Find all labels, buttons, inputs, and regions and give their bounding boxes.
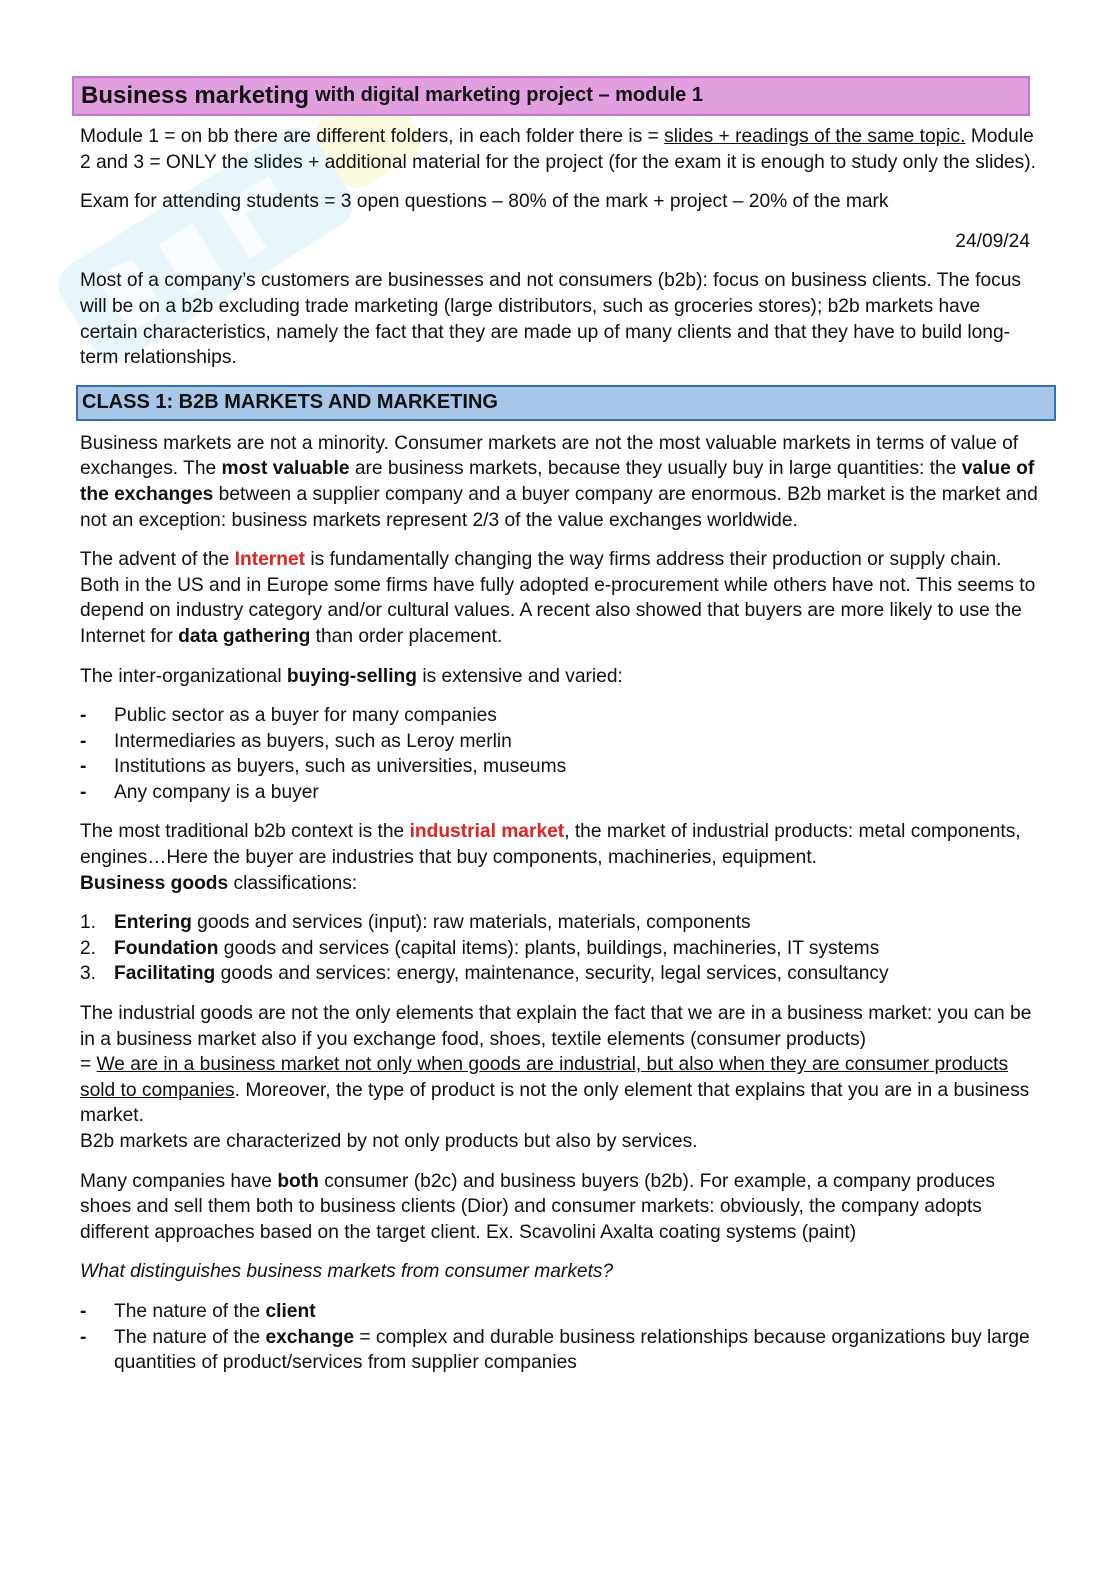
intro-exam-paragraph: Exam for attending students = 3 open questions – 80% of the mark + project – 20% of the mark <box>80 191 889 213</box>
list-item: - Intermediaries as buyers, such as Leroy merlin <box>80 730 512 752</box>
list-item: 3. Facilitating goods and services: energy, maintenance, security, legal services, consultancy <box>80 963 889 985</box>
industrial-market-paragraph: The most traditional b2b context is the industrial market, the market of industrial products: metal components, engines…Here the buyer are industries that buy components, machineries, equipment. Business goods classifications: <box>80 821 1021 894</box>
section-heading-class-1: CLASS 1: B2B MARKETS AND MARKETING <box>76 385 1056 421</box>
differences-list <box>80 1299 1038 1376</box>
buying-selling-paragraph: The inter-organizational buying-selling is extensive and varied: <box>80 665 623 687</box>
intro-modules-paragraph: Module 1 = on bb there are different folders, in each folder there is = slides + readings of the same topic. Module 2 and 3 = ONLY the slides + additional material for the project (for the exam it is enough to study only the slides). <box>80 126 1036 173</box>
buyers-list <box>80 703 1038 805</box>
document-page <box>80 76 1038 1390</box>
internet-paragraph: The advent of the Internet is fundamentally changing the way firms address their production or supply chain. Both in the US and in Europe some firms have fully adopted e-procurement while others have not. This seems to depend on industry category and/or cultural values. A recent also showed that buyers are more likely to use the Internet for data gathering than order placement. <box>80 549 1036 647</box>
document-title-box <box>72 76 1030 116</box>
industrial-goods-paragraph: The industrial goods are not the only elements that explain the fact that we are in a business market: you can be in a business market also if you exchange food, shoes, textile elements (consumer products) = We are in a business market not only when goods are industrial, but also when they are consumer products sold to companies. Moreover, the type of product is not the only element that explains that you are in a business market. B2b markets are characterized by not only products but also by services. <box>80 1003 1032 1152</box>
list-item: - Institutions as buyers, such as universities, museums <box>80 756 567 778</box>
lecture-date: 24/09/24 <box>955 230 1030 252</box>
list-item: 2. Foundation goods and services (capital items): plants, buildings, machineries, IT systems <box>80 937 880 959</box>
distinguishing-question: What distinguishes business markets from consumer markets? <box>80 1261 614 1283</box>
list-item: - Any company is a buyer <box>80 781 319 803</box>
business-markets-paragraph: Business markets are not a minority. Consumer markets are not the most valuable markets in terms of value of exchanges. The most valuable are business markets, because they usually buy in large quantities: the value of the exchanges between a supplier company and a buyer company are enormous. B2b market is the market and not an exception: business markets represent 2/3 of the value exchanges worldwide. <box>80 432 1038 531</box>
list-item: - Public sector as a buyer for many companies <box>80 705 497 727</box>
business-goods-list <box>80 910 1038 987</box>
document-title-rest: with digital marketing project – module 1 <box>315 84 703 107</box>
both-buyers-paragraph: Many companies have both consumer (b2c) and business buyers (b2b). For example, a company produces shoes and sell them both to business clients (Dior) and consumer markets: obviously, the company adopts different approaches based on the target client. Ex. Scavolini Axalta coating systems (paint) <box>80 1170 996 1243</box>
list-item: - The nature of the exchange = complex and durable business relationships because organizations buy large quantities of product/services from supplier companies <box>80 1326 1030 1374</box>
document-title-main: Business marketing <box>81 82 310 110</box>
list-item: - The nature of the client <box>80 1300 316 1322</box>
intro-customers-paragraph: Most of a company’s customers are businesses and not consumers (b2b): focus on business clients. The focus will be on a b2b excluding trade marketing (large distributors, such as groceries stores); b2b markets have certain characteristics, namely the fact that they are made up of many clients and that they have to build long-term relationships. <box>80 270 1022 369</box>
list-item: 1. Entering goods and services (input): raw materials, materials, components <box>80 912 751 934</box>
